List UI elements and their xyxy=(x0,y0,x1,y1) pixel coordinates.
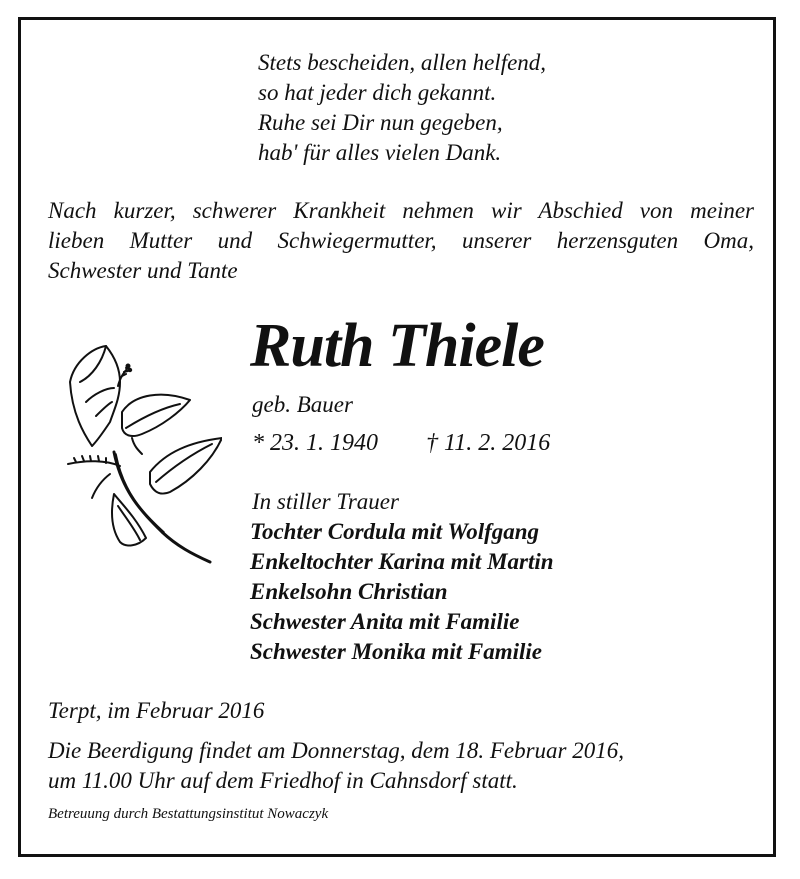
mourners-list xyxy=(250,517,554,667)
mourner: Enkeltochter Karina mit Martin xyxy=(250,549,554,574)
poem-line: hab' für alles vielen Dank. xyxy=(258,140,502,165)
funeral-line: um 11.00 Uhr auf dem Friedhof in Cahnsdorf statt. xyxy=(48,768,518,793)
calla-lily-icon xyxy=(62,342,222,570)
mourner: Tochter Cordula mit Wolfgang xyxy=(250,519,540,544)
undertaker-note: Betreuung durch Bestattungsinstitut Nowaczyk xyxy=(48,806,329,822)
place-date: Terpt, im Februar 2016 xyxy=(48,698,265,723)
death-date: † 11. 2. 2016 xyxy=(426,430,551,456)
poem-line: Ruhe sei Dir nun gegeben, xyxy=(258,110,503,135)
mourner: Schwester Anita mit Familie xyxy=(250,609,520,634)
poem xyxy=(258,48,546,168)
funeral-info xyxy=(48,736,624,796)
poem-line: so hat jeder dich gekannt. xyxy=(258,80,497,105)
intro-line: Nach kurzer, schwerer Krankheit nehmen wir Abschied von meiner xyxy=(48,198,754,223)
deceased-name: Ruth Thiele xyxy=(250,312,544,380)
mourner: Schwester Monika mit Familie xyxy=(250,639,543,664)
intro-text xyxy=(48,196,754,286)
intro-line: Schwester und Tante xyxy=(48,258,238,283)
poem-line: Stets bescheiden, allen helfend, xyxy=(258,50,547,75)
mourner: Enkelsohn Christian xyxy=(250,579,448,604)
funeral-line: Die Beerdigung findet am Donnerstag, dem 18. Februar 2016, xyxy=(48,738,624,763)
life-dates xyxy=(252,430,550,457)
intro-line: lieben Mutter und Schwiegermutter, unserer herzensguten Oma, xyxy=(48,228,754,253)
birth-name: geb. Bauer xyxy=(252,392,353,417)
birth-date: * 23. 1. 1940 xyxy=(252,430,378,456)
mourning-heading: In stiller Trauer xyxy=(252,489,399,514)
